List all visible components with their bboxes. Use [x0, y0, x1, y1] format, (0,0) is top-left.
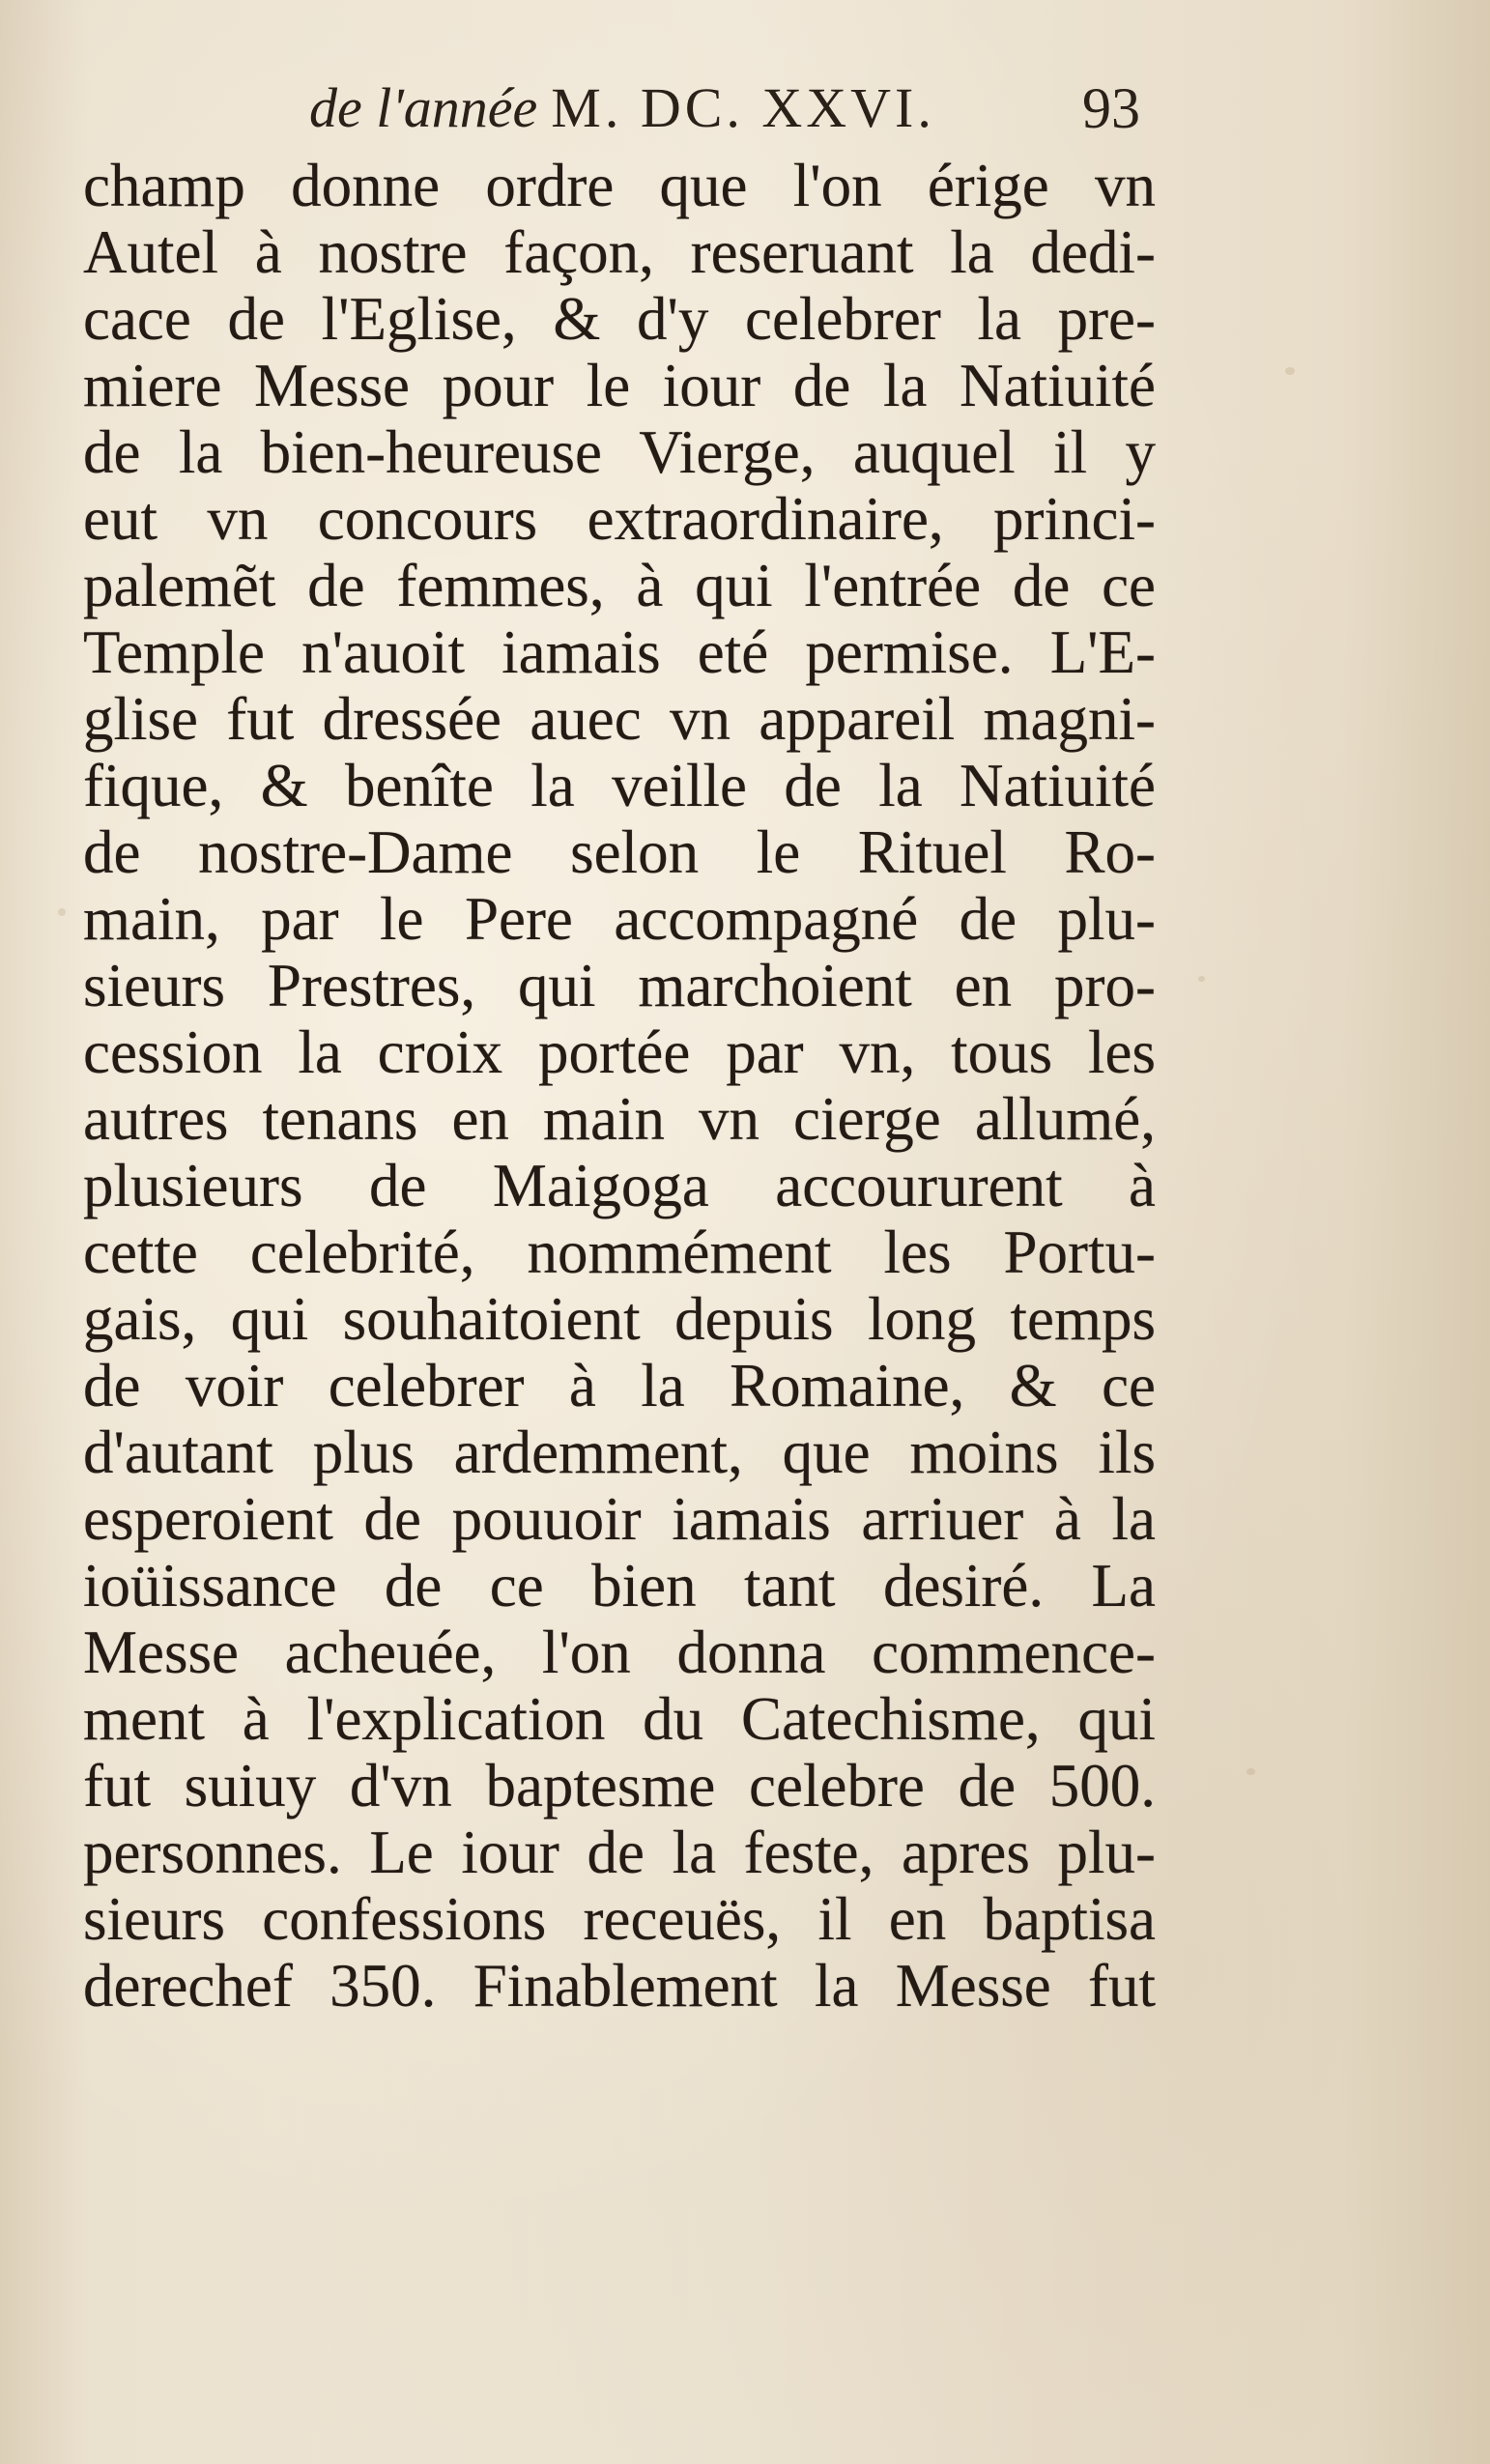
text-line: cette celebrité, nommément les Portu- [83, 1219, 1156, 1286]
text-line: cession la croix portée par vn, tous les [83, 1019, 1156, 1086]
text-line: autres tenans en main vn cierge allumé, [83, 1086, 1156, 1153]
text-line: personnes. Le iour de la feste, apres plu- [83, 1819, 1156, 1886]
text-line: de voir celebrer à la Romaine, & ce [83, 1353, 1156, 1419]
text-line: Autel à nostre façon, reseruant la dedi- [83, 219, 1156, 286]
text-line: Temple n'auoit iamais eté permise. L'E- [83, 619, 1156, 686]
text-line: plusieurs de Maigoga accoururent à [83, 1153, 1156, 1219]
text-line: sieurs Prestres, qui marchoient en pro- [83, 953, 1156, 1019]
text-line: ment à l'explication du Catechisme, qui [83, 1686, 1156, 1753]
running-title-italic: de l'année [309, 76, 538, 139]
running-title-year: M. DC. XXVI. [551, 76, 935, 139]
text-line: de la bien-heureuse Vierge, auquel il y [83, 419, 1156, 486]
text-line: esperoient de pouuoir iamais arriuer à la [83, 1486, 1156, 1553]
text-line: main, par le Pere accompagné de plu- [83, 886, 1156, 953]
text-line: palemẽt de femmes, à qui l'entrée de ce [83, 553, 1156, 619]
text-line: gais, qui souhaitoient depuis long temps [83, 1286, 1156, 1353]
body-text [83, 153, 1156, 2020]
page-header [0, 68, 1490, 155]
text-line: d'autant plus ardemment, que moins ils [83, 1419, 1156, 1486]
paper-spot [58, 908, 66, 916]
text-line: miere Messe pour le iour de la Natiuité [83, 353, 1156, 419]
text-line: champ donne ordre que l'on érige vn [83, 153, 1156, 219]
paper-spot [1198, 976, 1205, 982]
text-line: fut suiuy d'vn baptesme celebre de 500. [83, 1753, 1156, 1819]
paper-spot [1285, 367, 1295, 375]
text-line: glise fut dressée auec vn appareil magni- [83, 686, 1156, 753]
paper-spot [1246, 1768, 1255, 1775]
text-line: cace de l'Eglise, & d'y celebrer la pre- [83, 286, 1156, 353]
text-line: derechef 350. Finablement la Messe fut [83, 1953, 1156, 2020]
text-line: de nostre-Dame selon le Rituel Ro- [83, 819, 1156, 886]
text-line: eut vn concours extraordinaire, princi- [83, 486, 1156, 553]
page-number: 93 [1082, 76, 1140, 140]
text-line: Messe acheuée, l'on donna commence- [83, 1619, 1156, 1686]
text-line: sieurs confessions receuës, il en baptisa [83, 1886, 1156, 1953]
text-line: ioüissance de ce bien tant desiré. La [83, 1553, 1156, 1619]
text-line: fique, & benîte la veille de la Natiuité [83, 753, 1156, 819]
running-title [309, 75, 935, 140]
